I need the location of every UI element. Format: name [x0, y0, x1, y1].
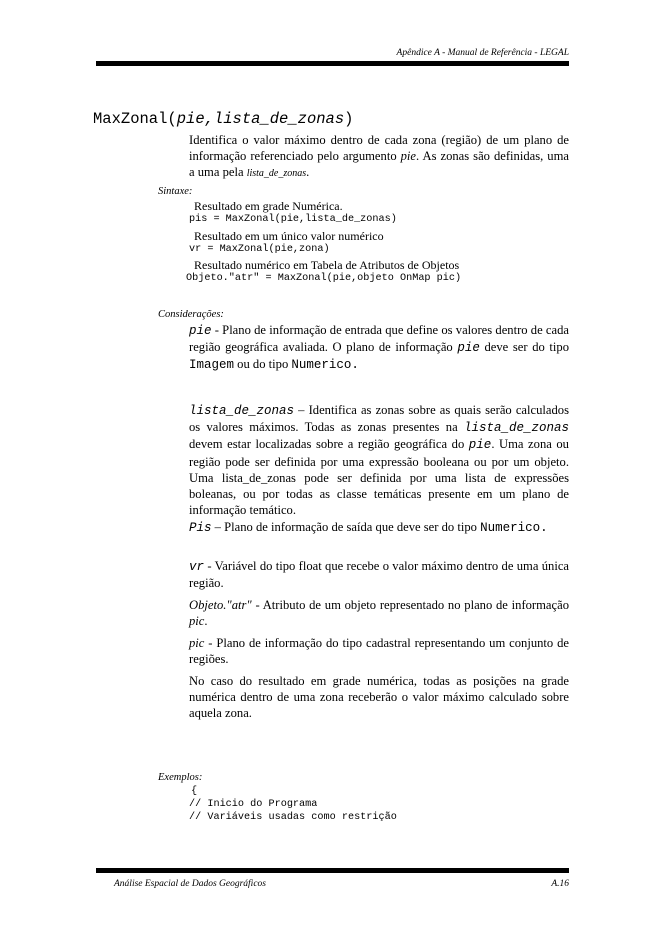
footer-rule [96, 868, 569, 873]
syntax-code-3: Objeto."atr" = MaxZonal(pie,objeto OnMap pic) [186, 273, 462, 284]
example-line-1: { [191, 786, 198, 797]
consideration-pis [189, 519, 569, 536]
intro-text-1: Identifica o valor máximo dentro de cada zona (região) de um plano de informação referenciado pelo argumento [189, 133, 569, 164]
term-pic-2: pic [189, 636, 205, 650]
consideration-objeto [189, 597, 569, 629]
lista-text-2: devem estar localizadas sobre a região geográfica do [189, 437, 469, 452]
consideration-pie [189, 322, 569, 374]
intro-term-lista: lista_de_zonas [246, 168, 307, 180]
page-number: A.16 [551, 879, 569, 889]
intro-text-2: . As zonas são definidas, uma a uma pela [189, 149, 569, 180]
term-pic: pic [189, 614, 205, 629]
lista-text-1: – Identifica as zonas sobre as quais serão calculados os valores máximos. Todas as zonas presentes na [189, 403, 569, 435]
syntax-desc-3: Resultado numérico em Tabela de Atributos de Objetos [194, 258, 460, 272]
example-line-2: // Inicio do Programa [189, 799, 318, 810]
pie-text-3: ou do tipo [234, 357, 292, 372]
function-close: ) [344, 110, 354, 128]
examples-label: Exemplos: [158, 772, 203, 783]
vr-text-1: - Variável do tipo float que recebe o valor máximo dentro de uma única região. [189, 559, 569, 591]
example-line-3: // Variáveis usadas como restrição [189, 812, 397, 823]
pic-text-1: - Plano de informação do tipo cadastral representando um conjunto de regiões. [189, 636, 569, 667]
syntax-desc-2: Resultado em um único valor numérico [194, 229, 384, 243]
pis-text-1: – Plano de informação de saída que deve ser do tipo [211, 520, 481, 534]
term-pie-3: pie [468, 438, 492, 453]
type-imagem: Imagem [189, 358, 235, 373]
header-rule [96, 61, 569, 66]
consideration-lista [189, 402, 569, 518]
footer-book-title: Análise Espacial de Dados Geográficos [114, 879, 266, 889]
lista-text-3: . Uma zona ou região pode ser definida por uma expressão booleana ou por um objeto. Uma lista_de_zonas pode ser definida por uma lista de expressões boleanas, ou por todas as classe temáticas presente em um plano de informação temático. [189, 437, 569, 518]
type-numerico: Numerico. [291, 358, 359, 373]
consideration-note: No caso do resultado em grade numérica, todas as posições na grade numérica dentro de uma zona receberão o valor máximo calculado sobre aquela zona. [189, 674, 569, 721]
consideration-vr [189, 558, 569, 591]
function-name: MaxZonal( [93, 110, 177, 128]
pie-text-2: deve ser do tipo [479, 340, 569, 355]
term-lista-2: lista_de_zonas [463, 421, 569, 436]
term-lista: lista_de_zonas [189, 404, 295, 418]
considerations-label: Considerações: [158, 309, 224, 320]
term-objeto: Objeto."atr" [189, 598, 252, 612]
objeto-text-2: . [204, 614, 208, 629]
function-title [93, 110, 353, 128]
syntax-code-2: vr = MaxZonal(pie,zona) [189, 244, 330, 255]
intro-term-pie: pie [400, 149, 417, 164]
intro-paragraph [189, 132, 569, 183]
syntax-desc-1: Resultado em grade Numérica. [194, 199, 343, 213]
type-numerico-2: Numerico. [480, 521, 548, 535]
pie-text-1: - Plano de informação de entrada que define os valores dentro de cada região geográfica avaliada. O plano de informação [189, 323, 569, 355]
syntax-label: Sintaxe: [158, 186, 193, 197]
running-header: Apêndice A - Manual de Referência - LEGAL [396, 48, 569, 58]
syntax-code-1: pis = MaxZonal(pie,lista_de_zonas) [189, 214, 397, 225]
objeto-text-1: - Atributo de um objeto representado no plano de informação [251, 598, 569, 612]
term-pis: Pis [189, 521, 212, 535]
term-vr: vr [189, 560, 205, 574]
term-pie: pie [189, 324, 212, 338]
term-pie-2: pie [457, 341, 480, 356]
consideration-pic [189, 635, 569, 667]
intro-text-3: . [306, 165, 310, 180]
function-args: pie,lista_de_zonas [176, 110, 345, 128]
